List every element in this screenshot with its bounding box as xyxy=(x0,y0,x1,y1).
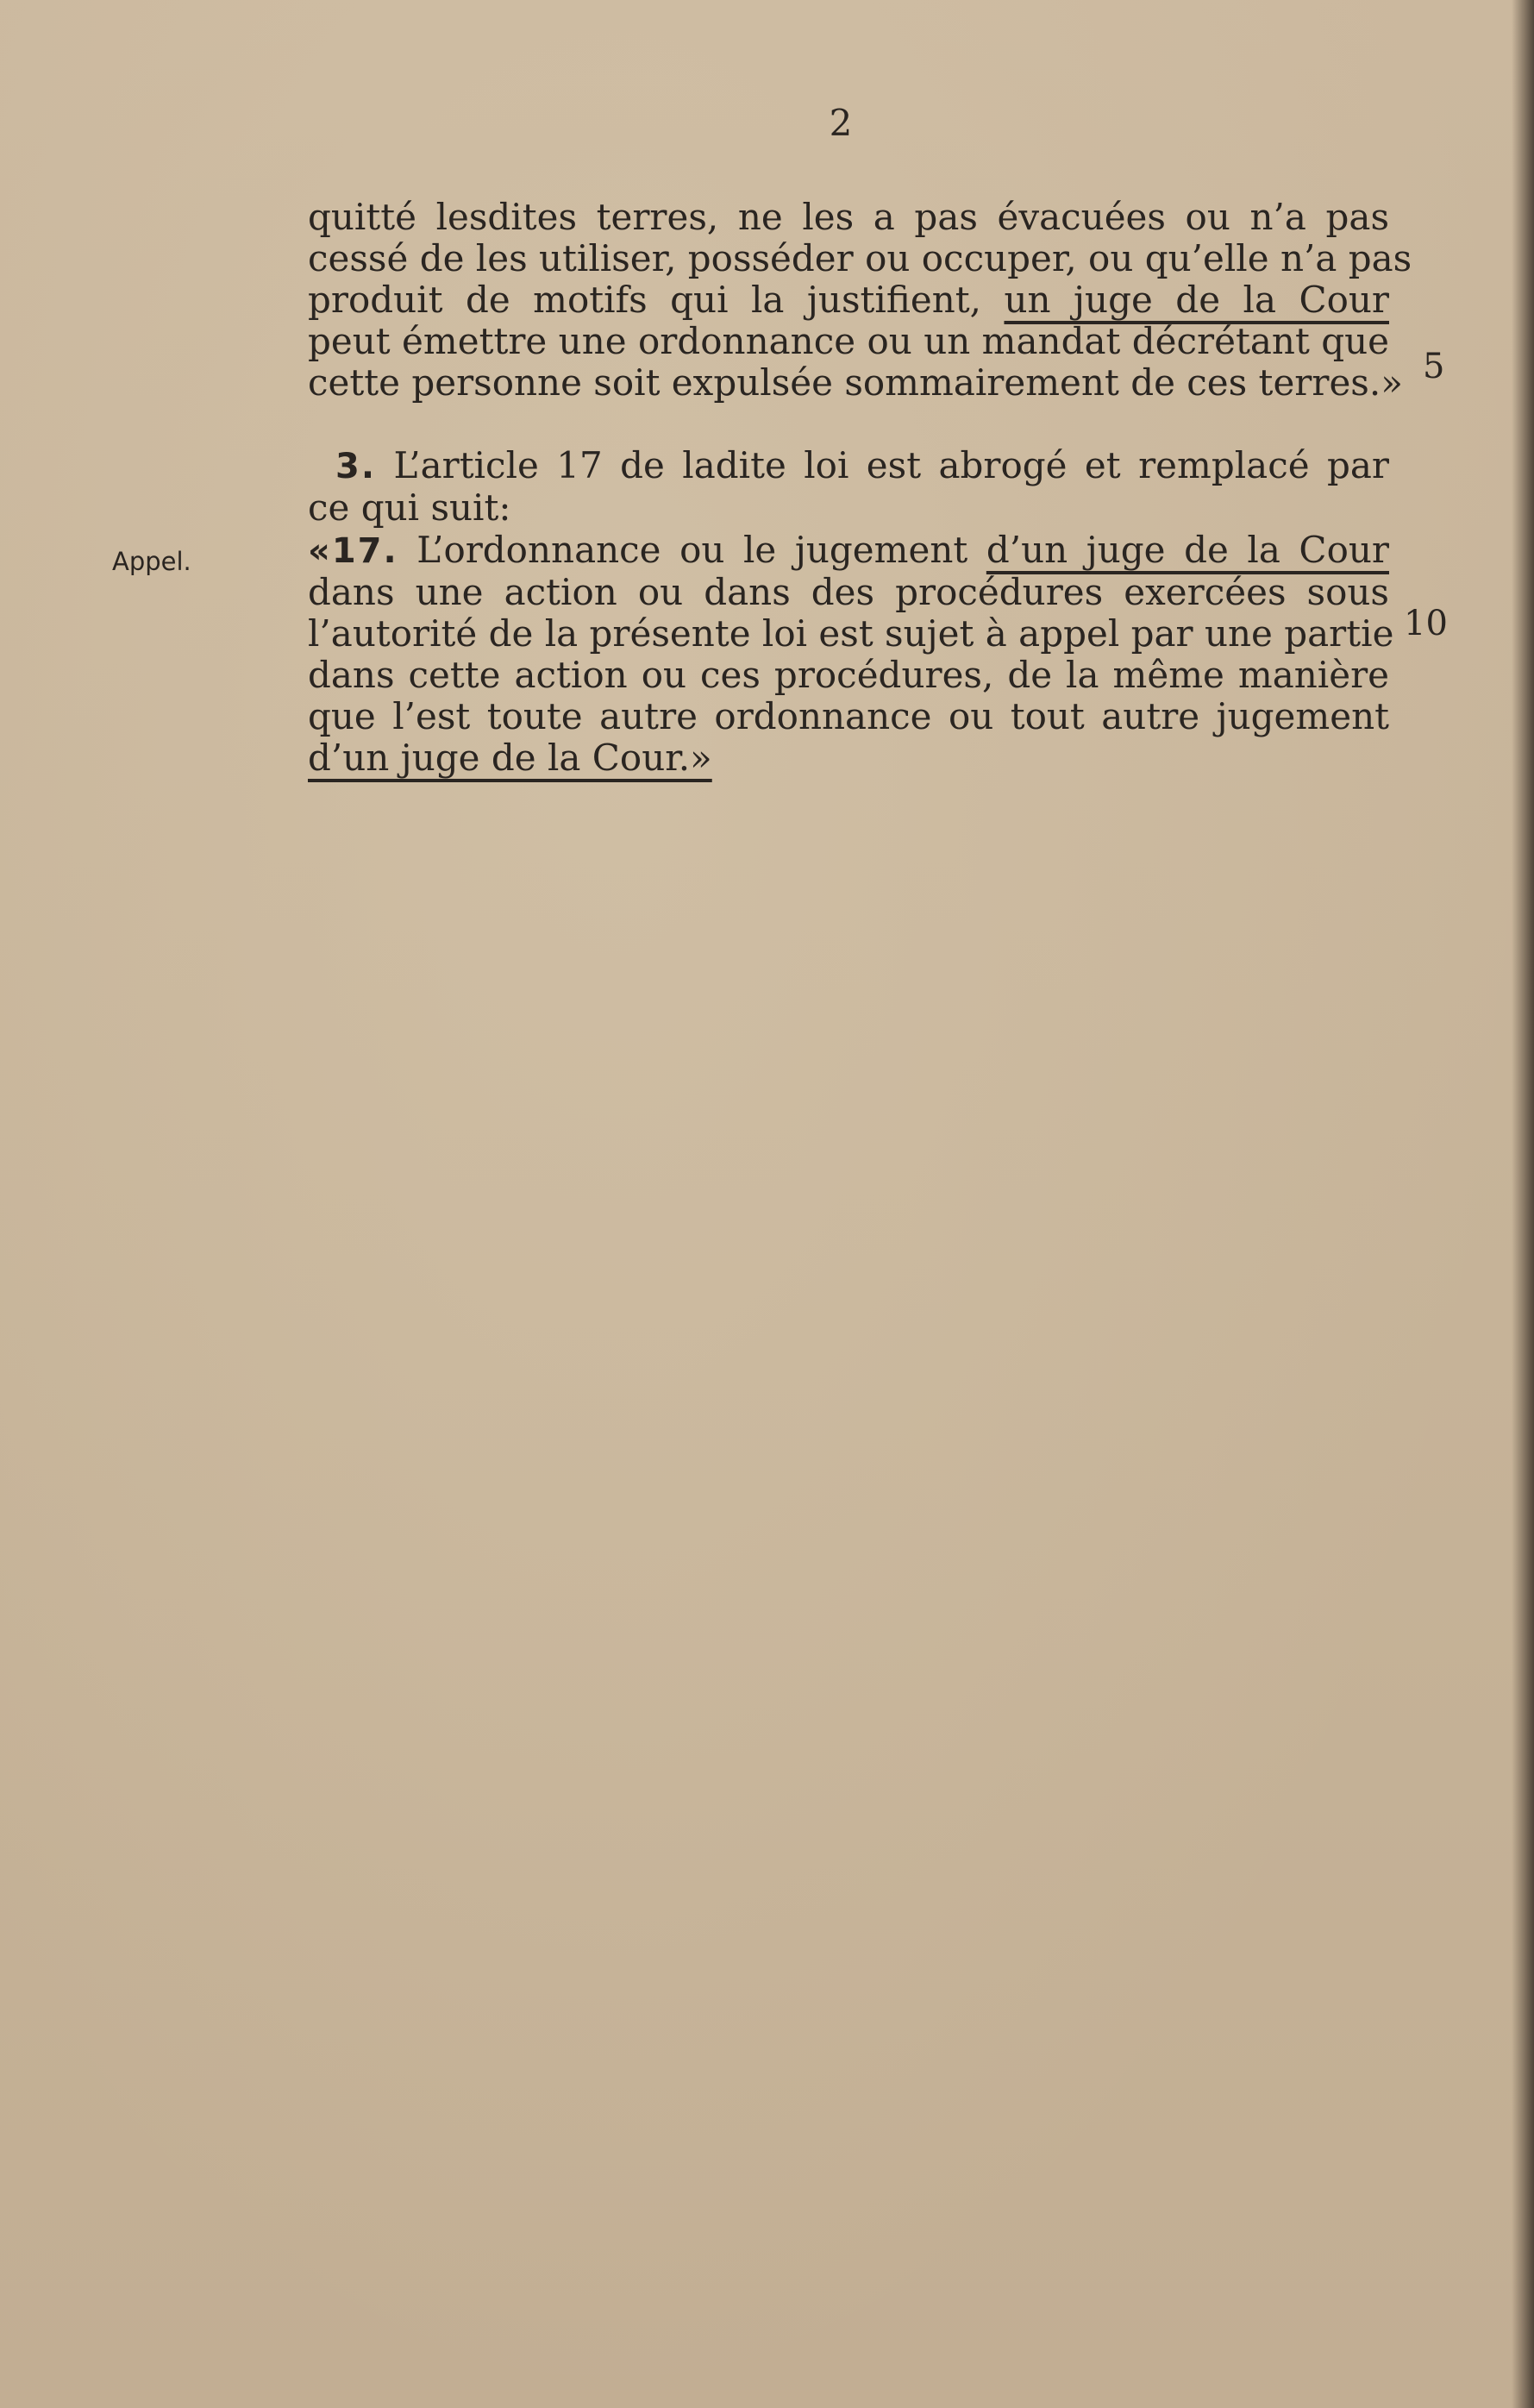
text-line: dans une action ou dans des procédures exercées sous xyxy=(308,571,1389,613)
book-spine-shadow xyxy=(1512,0,1534,2408)
underlined-amendment: d’un juge de la Cour xyxy=(986,529,1389,571)
text-line: cette personne soit expulsée sommairement de ces terres.» xyxy=(308,361,1403,404)
text-line xyxy=(308,445,1389,487)
line-number-5: 5 xyxy=(1423,347,1445,386)
text-line xyxy=(308,279,1389,321)
text-run: produit de motifs qui la justifient, xyxy=(308,279,981,321)
text-line: cessé de les utiliser, posséder ou occuper, ou qu’elle n’a pas xyxy=(308,237,1412,279)
text-line: peut émettre une ordonnance ou un mandat décrétant que xyxy=(308,320,1389,362)
section-number: «17. xyxy=(308,531,398,571)
line-number-10: 10 xyxy=(1404,604,1448,643)
section-number: 3. xyxy=(335,447,377,486)
text-line: dans cette action ou ces procédures, de la même manière xyxy=(308,654,1389,696)
text-line xyxy=(308,737,1389,779)
section-17 xyxy=(308,529,1394,779)
underlined-amendment: d’un juge de la Cour.» xyxy=(308,737,712,779)
text-line: quitté lesdites terres, ne les a pas évacuées ou n’a pas xyxy=(308,196,1389,238)
section-3 xyxy=(308,445,1389,529)
page-number: 2 xyxy=(829,102,853,144)
text-line xyxy=(308,530,1389,572)
paragraph-continuation xyxy=(308,196,1412,404)
text-run: L’ordonnance ou le jugement xyxy=(416,529,968,571)
text-line: ce qui suit: xyxy=(308,486,511,529)
text-line: l’autorité de la présente loi est sujet à appel par une partie xyxy=(308,612,1394,655)
underlined-amendment: un juge de la Cour xyxy=(1004,279,1389,321)
text-line: que l’est toute autre ordonnance ou tout autre jugement xyxy=(308,695,1389,737)
margin-note-appel: Appel. xyxy=(112,547,191,576)
text-run: L’article 17 de ladite loi est abrogé et remplacé par xyxy=(393,444,1389,486)
